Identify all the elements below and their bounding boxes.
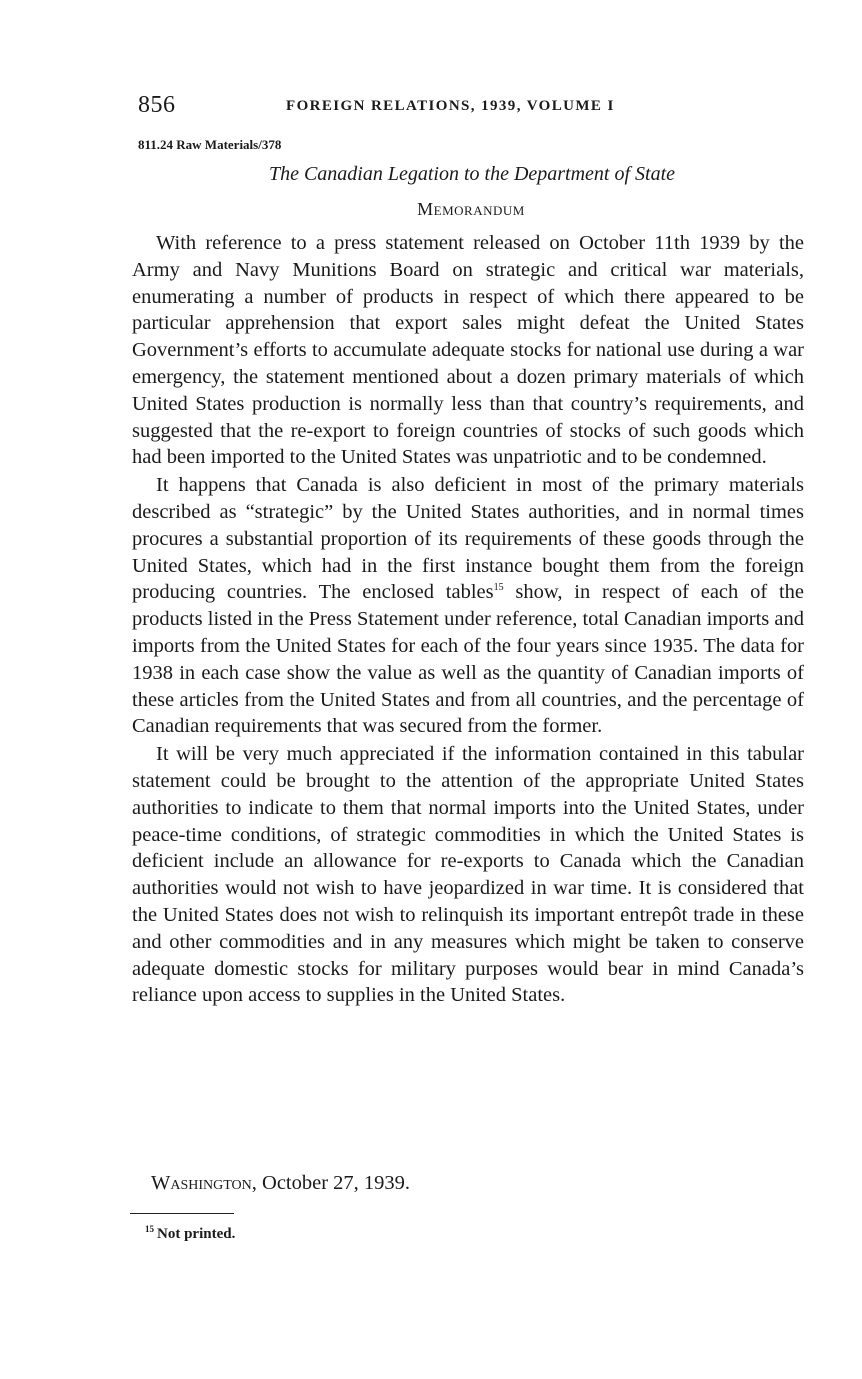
paragraph-2-part-2: show, in respect of each of the products listed in the Press Statement under reference, total Canadian imports and imports from the United States for each of the four years since 1935. The data for 1938 in each case show the value as well as the quantity of Canadian imports of these articles from the United States and from all countries, and the percentage of Canadian requirements that was secured from the former. — [132, 581, 804, 738]
paragraph-1: With reference to a press statement released on October 11th 1939 by the Army and Navy Munitions Board on strategic and critical war materials, enumerating a number of products in respect of which there appeared to be particular apprehension that export sales might defeat the United States Government’s efforts to accumulate adequate stocks for national use during a war emergency, the statement mentioned about a dozen primary materials of which United States production is normally less than that country’s requirements, and suggested that the re-export to foreign countries of stocks of such goods which had been imported to the United States was unpatriotic and to be condemned. — [132, 232, 804, 469]
paragraph-2-part-1: It happens that Canada is also deficient in most of the primary materials described as “strategic” by the United States authorities, and in normal times procures a substantial proportion of its requirements of these goods through the United States, which had in the first instance bought them from the foreign producing countries. The enclosed tables — [132, 474, 804, 604]
signoff-date: , October 27, 1939. — [251, 1172, 411, 1194]
paragraph-3: It will be very much appreciated if the information contained in this tabular statement could be brought to the attention of the appropriate United States authorities to indicate to them that normal imports into the United States, under peace-time conditions, of strategic commodities in which the United States is deficient include an allowance for re-exports to Canada which the Canadian authorities would not wish to have jeopardized in war time. It is considered that the United States does not wish to relinquish its important entrepôt trade in these and other commodities and in any measures which might be taken to conserve adequate domestic stocks for military purposes would bear in mind Canada’s reliance upon access to supplies in the United States. — [132, 743, 804, 1007]
signoff-place: Washington — [151, 1172, 252, 1194]
memo-heading — [0, 199, 862, 220]
footnote-number: 15 — [145, 1224, 154, 1234]
document-title-text: The Canadian Legation to the Department of State — [268, 163, 676, 185]
footnote — [145, 1226, 235, 1243]
page-number: 856 — [138, 92, 176, 118]
memo-body — [132, 230, 804, 1010]
signoff — [151, 1172, 410, 1195]
memo-heading-text: Memorandum — [417, 199, 525, 219]
paragraph-2 — [132, 472, 804, 740]
footnote-text: Not printed. — [157, 1226, 236, 1242]
file-reference: 811.24 Raw Materials/378 — [138, 137, 282, 152]
footnote-divider — [130, 1213, 234, 1214]
document-title — [0, 163, 862, 186]
running-head-title: FOREIGN RELATIONS, 1939, VOLUME I — [286, 98, 615, 114]
footnote-reference: 15 — [493, 582, 504, 594]
running-head — [138, 92, 698, 122]
